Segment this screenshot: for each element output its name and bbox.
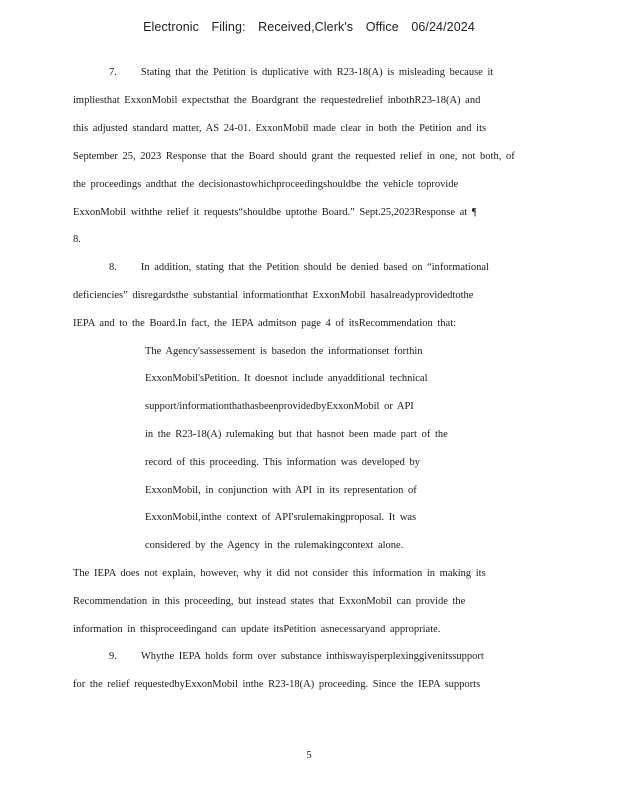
quote-line: considered by the Agency in the rulemakingcontext alone. [145, 540, 404, 551]
paragraph-number: 9. [109, 651, 117, 662]
text-line: information in thisproceedingand can update itsPetition asnecessaryand appropriate. [73, 624, 441, 635]
text-line: Whythe IEPA holds form over substance inthiswayisperplexinggivenitssupport [140, 651, 484, 662]
quote-line: record of this proceeding. This information was developed by [145, 457, 421, 468]
text-line: 8. [73, 234, 81, 245]
text-line: Recommendation in this proceeding, but instead states that ExxonMobil can provide the [73, 596, 466, 607]
text-line: In addition, stating that the Petition should be denied based on “informational [140, 262, 489, 273]
text-line: IEPA and to the Board.In fact, the IEPA admitson page 4 of itsRecommendation that: [73, 318, 457, 329]
paragraph-9 [109, 651, 484, 662]
paragraph-7 [109, 67, 493, 78]
text-line: deficiencies” disregardsthe substantial informationthat ExxonMobil hasalreadyprovidedtothe [73, 290, 474, 301]
text-line: ExxonMobil withthe relief it requests“shouldbe uptothe Board.” Sept.25,2023Response at ¶ [73, 207, 477, 218]
text-line: this adjusted standard matter, AS 24-01. ExxonMobil made clear in both the Petition and its [73, 123, 487, 134]
page-number: 5 [306, 750, 312, 761]
paragraph-number: 8. [109, 262, 117, 273]
paragraph-number: 7. [109, 67, 117, 78]
filing-header: Electronic Filing: Received,Clerk's Office 06/24/2024 [143, 20, 475, 34]
text-line: for the relief requestedbyExxonMobil inthe R23-18(A) proceeding. Since the IEPA supports [73, 679, 481, 690]
quote-line: The Agency'sassessement is basedon the informationset forthin [145, 346, 423, 357]
text-line: Stating that the Petition is duplicative with R23-18(A) is misleading because it [140, 67, 494, 78]
quote-line: ExxonMobil'sPetition. It doesnot include anyadditional technical [145, 373, 428, 384]
quote-line: support/informationthathasbeenprovidedbyExxonMobil or API [145, 401, 414, 412]
paragraph-8 [109, 262, 489, 273]
text-line: The IEPA does not explain, however, why it did not consider this information in making its [73, 568, 486, 579]
text-line: the proceedings andthat the decisionastowhichproceedingshouldbe the vehicle toprovide [73, 179, 459, 190]
text-line: impliesthat ExxonMobil expectsthat the Boardgrant the requestedrelief inbothR23-18(A) and [73, 95, 481, 106]
text-line: September 25, 2023 Response that the Board should grant the requested relief in one, not both, of [73, 151, 515, 162]
quote-line: in the R23-18(A) rulemaking but that hasnot been made part of the [145, 429, 448, 440]
quote-line: ExxonMobil,inthe context of API'srulemakingproposal. It was [145, 512, 417, 523]
quote-line: ExxonMobil, in conjunction with API in its representation of [145, 485, 417, 496]
